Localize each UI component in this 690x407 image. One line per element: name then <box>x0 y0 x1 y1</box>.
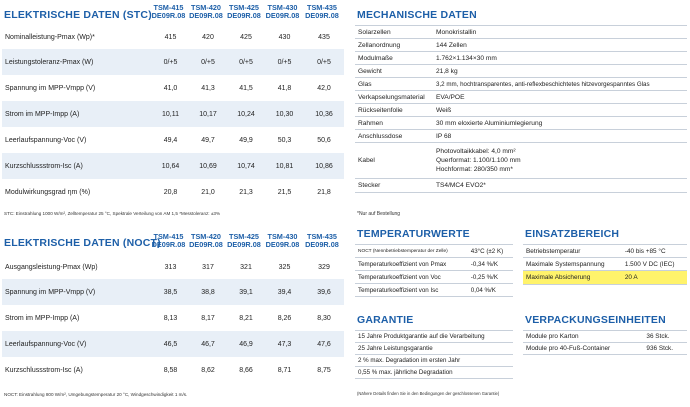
cell: 415 <box>164 33 177 41</box>
cell: 10,64 <box>152 153 189 179</box>
row-value: 1.762×1.134×30 mm <box>433 52 687 65</box>
noct-model-4: TSM-430 DE09R.08 <box>265 232 300 249</box>
row-key: Kabel <box>355 143 433 179</box>
cell: 435 <box>318 33 330 41</box>
row-key: Module pro 40-Fuß-Container <box>523 343 643 355</box>
temp-table <box>355 244 513 297</box>
cell: 41,0 <box>163 84 178 92</box>
garantie-footnote: (Nähere Details finden Sie in den Bedingungen der geschlossenen Garantie) <box>357 391 500 396</box>
cell: 8,62 <box>201 366 215 374</box>
row-label: Spannung im MPP-Vmpp (V) <box>5 84 96 92</box>
row-value: Photovoltaikkabel: 4,0 mm² Querformat: 1.100/1.100 mm Hochformat: 280/350 mm* <box>433 143 687 179</box>
cell: 313 <box>164 263 177 271</box>
table-row <box>355 78 687 91</box>
table-row <box>355 65 687 78</box>
cell: 42,0 <box>317 84 331 92</box>
garantie-item: 2 % max. Degradation im ersten Jahr <box>355 355 513 367</box>
mech-table <box>355 25 687 193</box>
cell: 8,21 <box>239 314 253 322</box>
noct-model-2: TSM-420 DE09R.08 <box>189 232 223 249</box>
table-row <box>2 179 344 205</box>
table-row <box>2 357 344 383</box>
table-row <box>355 258 513 271</box>
stc-model-5: TSM-435 DE09R.08 <box>305 3 339 20</box>
table-row <box>355 26 687 39</box>
cell: 50,6 <box>317 136 331 144</box>
cell: 0/+5 <box>304 49 344 75</box>
noct-model-3: TSM-425 DE09R.08 <box>227 232 261 249</box>
row-key: Stecker <box>355 179 433 193</box>
garantie-table <box>355 330 513 379</box>
garantie-item: 0,55 % max. jährliche Degradation <box>355 367 513 379</box>
row-value: 21,8 kg <box>433 65 687 78</box>
row-key: Verkapselungsmaterial <box>355 91 433 104</box>
cell: 425 <box>240 33 252 41</box>
row-label: Kurzschlussstrom-Isc (A) <box>2 153 152 179</box>
cell: 38,8 <box>189 279 227 305</box>
stc-model-4: TSM-430 DE09R.08 <box>265 3 300 20</box>
cell: 46,9 <box>227 331 265 357</box>
cell: 321 <box>240 263 252 271</box>
cell: 21,0 <box>201 188 215 196</box>
garantie-title: GARANTIE <box>357 314 414 326</box>
stc-model-headers <box>150 4 345 24</box>
cell: 8,30 <box>317 314 331 322</box>
row-label: Spannung im MPP-Vmpp (V) <box>2 279 152 305</box>
cell: 39,1 <box>227 279 265 305</box>
cell: 8,75 <box>317 366 331 374</box>
cell: 0/+5 <box>227 49 265 75</box>
row-value: 936 Stck. <box>643 343 687 355</box>
cell: 0/+5 <box>152 49 189 75</box>
cell: 8,17 <box>201 314 215 322</box>
mech-footnote: *Nur auf Bestellung <box>357 211 401 217</box>
mech-table-wrap <box>355 25 687 193</box>
cell: 10,30 <box>265 101 304 127</box>
row-value: 36 Stck. <box>643 331 687 343</box>
row-value: Monokristallin <box>433 26 687 39</box>
row-key: Maximale Systemspannung <box>523 258 622 271</box>
table-row <box>355 245 513 258</box>
row-label: Modulwirkungsgrad ηm (%) <box>5 188 91 196</box>
noct-table <box>2 255 344 383</box>
verpackung-title: VERPACKUNGSEINHEITEN <box>525 314 666 326</box>
table-row <box>355 271 513 284</box>
cell: 8,26 <box>277 314 292 322</box>
table-row <box>355 39 687 52</box>
stc-table <box>2 25 344 205</box>
table-row <box>2 49 344 75</box>
cell: 10,69 <box>189 153 227 179</box>
row-value: -0,34 %/K <box>468 258 513 271</box>
stc-title: ELEKTRISCHE DATEN (STC) <box>4 9 152 21</box>
mech-title: MECHANISCHE DATEN <box>357 9 477 21</box>
table-row <box>355 104 687 117</box>
row-value: 144 Zellen <box>433 39 687 52</box>
cell: 50,3 <box>277 136 292 144</box>
cell: 39,6 <box>304 279 344 305</box>
row-key: Rückseitenfolie <box>355 104 433 117</box>
row-label: Kurzschlussstrom-Isc (A) <box>5 366 83 374</box>
row-label: Ausgangsleistung-Pmax (Wp) <box>5 263 98 271</box>
row-value: 3,2 mm, hochtransparentes, anti-reflexbeschichtetes hitzevorgespanntes Glas <box>433 78 687 91</box>
cell: 10,36 <box>304 101 344 127</box>
row-value: Weiß <box>433 104 687 117</box>
cell: 41,5 <box>239 84 253 92</box>
cell: 329 <box>318 263 330 271</box>
row-key: Module pro Karton <box>523 331 643 343</box>
cell: 420 <box>202 33 214 41</box>
noct-model-1: TSM-415 DE09R.08 <box>151 232 186 249</box>
row-key: Temperaturkoeffizient von Isc <box>355 284 468 297</box>
cell: 10,11 <box>152 101 189 127</box>
row-key: Rahmen <box>355 117 433 130</box>
table-row <box>2 255 344 279</box>
table-row <box>523 245 687 258</box>
highlighted-row <box>523 271 687 285</box>
row-key: NOCT (Nennbetriebstemperatur der Zelle) <box>355 245 468 258</box>
cell: 8,13 <box>163 314 178 322</box>
cell: 49,9 <box>239 136 253 144</box>
row-value: -40 bis +85 °C <box>622 245 687 258</box>
row-key: Solarzellen <box>355 26 433 39</box>
cell: 38,5 <box>152 279 189 305</box>
row-value: 43°C (±2 K) <box>468 245 513 258</box>
row-key: Modulmaße <box>355 52 433 65</box>
noct-footnote: NOCT: Einstrahlung 800 W/m², Umgebungstemperatur 20 °C, Windgeschwindigkeit 1 m/s. <box>4 392 188 397</box>
row-value: TS4/MC4 EVO2* <box>433 179 687 193</box>
cell: 0/+5 <box>265 49 304 75</box>
row-value: 0,04 %/K <box>468 284 513 297</box>
garantie-table-wrap <box>355 330 513 379</box>
table-row <box>355 143 687 179</box>
row-key: Anschlussdose <box>355 130 433 143</box>
einsatz-table <box>523 244 687 285</box>
row-value: IP 68 <box>433 130 687 143</box>
cell: 47,3 <box>265 331 304 357</box>
table-row <box>355 91 687 104</box>
list-item <box>355 331 513 343</box>
verpackung-table <box>523 330 687 355</box>
cell: 10,17 <box>189 101 227 127</box>
table-row <box>523 258 687 271</box>
table-row <box>2 279 344 305</box>
verpackung-table-wrap <box>523 330 687 355</box>
cell: 41,3 <box>201 84 215 92</box>
row-label: Leerlaufspannung-Voc (V) <box>5 136 87 144</box>
cell: 10,81 <box>265 153 304 179</box>
einsatz-title: EINSATZBEREICH <box>525 228 620 240</box>
noct-title: ELEKTRISCHE DATEN (NOCT) <box>4 237 161 249</box>
temp-table-wrap <box>355 244 513 297</box>
list-item <box>355 367 513 379</box>
cell: 10,24 <box>227 101 265 127</box>
stc-model-2: TSM-420 DE09R.08 <box>189 3 223 20</box>
cell: 21,3 <box>239 188 253 196</box>
cell: 46,5 <box>152 331 189 357</box>
cell: 20,8 <box>163 188 178 196</box>
row-key: Maximale Absicherung <box>523 271 622 285</box>
row-value: 1.500 V DC (IEC) <box>622 258 687 271</box>
row-label: Leerlaufspannung-Voc (V) <box>2 331 152 357</box>
cell: 317 <box>202 263 214 271</box>
list-item <box>355 343 513 355</box>
table-row <box>2 101 344 127</box>
cell: 49,4 <box>163 136 178 144</box>
table-row <box>2 331 344 357</box>
cell: 21,8 <box>317 188 331 196</box>
cell: 10,86 <box>304 153 344 179</box>
cell: 41,8 <box>277 84 292 92</box>
noct-model-headers <box>150 233 345 253</box>
table-row <box>2 153 344 179</box>
noct-model-5: TSM-435 DE09R.08 <box>305 232 339 249</box>
list-item <box>355 355 513 367</box>
cell: 325 <box>278 263 291 271</box>
cell: 10,74 <box>227 153 265 179</box>
table-row <box>355 284 513 297</box>
table-row <box>355 117 687 130</box>
row-label: Leistungstoleranz-Pmax (W) <box>2 49 152 75</box>
stc-footnote: STC: Einstrahlung 1000 W/m², Zelltemperatur 25 °C, Spektrale Verteilung von AM 1,5 *Messtoleranz: ±3% <box>4 211 221 216</box>
row-key: Temperaturkoeffizient von Pmax <box>355 258 468 271</box>
stc-model-3: TSM-425 DE09R.08 <box>227 3 261 20</box>
table-row <box>355 179 687 193</box>
row-key: Temperaturkoeffizient von Voc <box>355 271 468 284</box>
cell: 0/+5 <box>189 49 227 75</box>
cell: 8,58 <box>163 366 178 374</box>
row-label: Strom im MPP-Impp (A) <box>5 314 80 322</box>
row-value: -0,25 %/K <box>468 271 513 284</box>
cell: 8,71 <box>277 366 292 374</box>
row-value: 30 mm eloxierte Aluminiumlegierung <box>433 117 687 130</box>
row-key: Zellanordnung <box>355 39 433 52</box>
cell: 21,5 <box>277 188 292 196</box>
cell: 39,4 <box>265 279 304 305</box>
row-key: Gewicht <box>355 65 433 78</box>
temp-title: TEMPERATURWERTE <box>357 228 470 240</box>
cell: 430 <box>278 33 291 41</box>
stc-model-1: TSM-415 DE09R.08 <box>151 3 186 20</box>
einsatz-table-wrap <box>523 244 687 285</box>
row-label: Nominalleistung-Pmax (Wp)* <box>5 33 95 41</box>
table-row <box>523 331 687 343</box>
row-key: Betriebstemperatur <box>523 245 622 258</box>
cell: 47,6 <box>304 331 344 357</box>
table-row <box>355 130 687 143</box>
row-label: Strom im MPP-Impp (A) <box>2 101 152 127</box>
table-row <box>2 75 344 101</box>
table-row <box>2 127 344 153</box>
table-row <box>2 25 344 49</box>
cell: 8,66 <box>239 366 253 374</box>
table-row <box>2 305 344 331</box>
cell: 46,7 <box>189 331 227 357</box>
cell: 49,7 <box>201 136 215 144</box>
garantie-item: 15 Jahre Produktgarantie auf die Verarbeitung <box>355 331 513 343</box>
row-key: Glas <box>355 78 433 91</box>
table-row <box>355 52 687 65</box>
garantie-item: 25 Jahre Leistungsgarantie <box>355 343 513 355</box>
row-value: EVA/POE <box>433 91 687 104</box>
row-value: 20 A <box>622 271 687 285</box>
table-row <box>523 343 687 355</box>
